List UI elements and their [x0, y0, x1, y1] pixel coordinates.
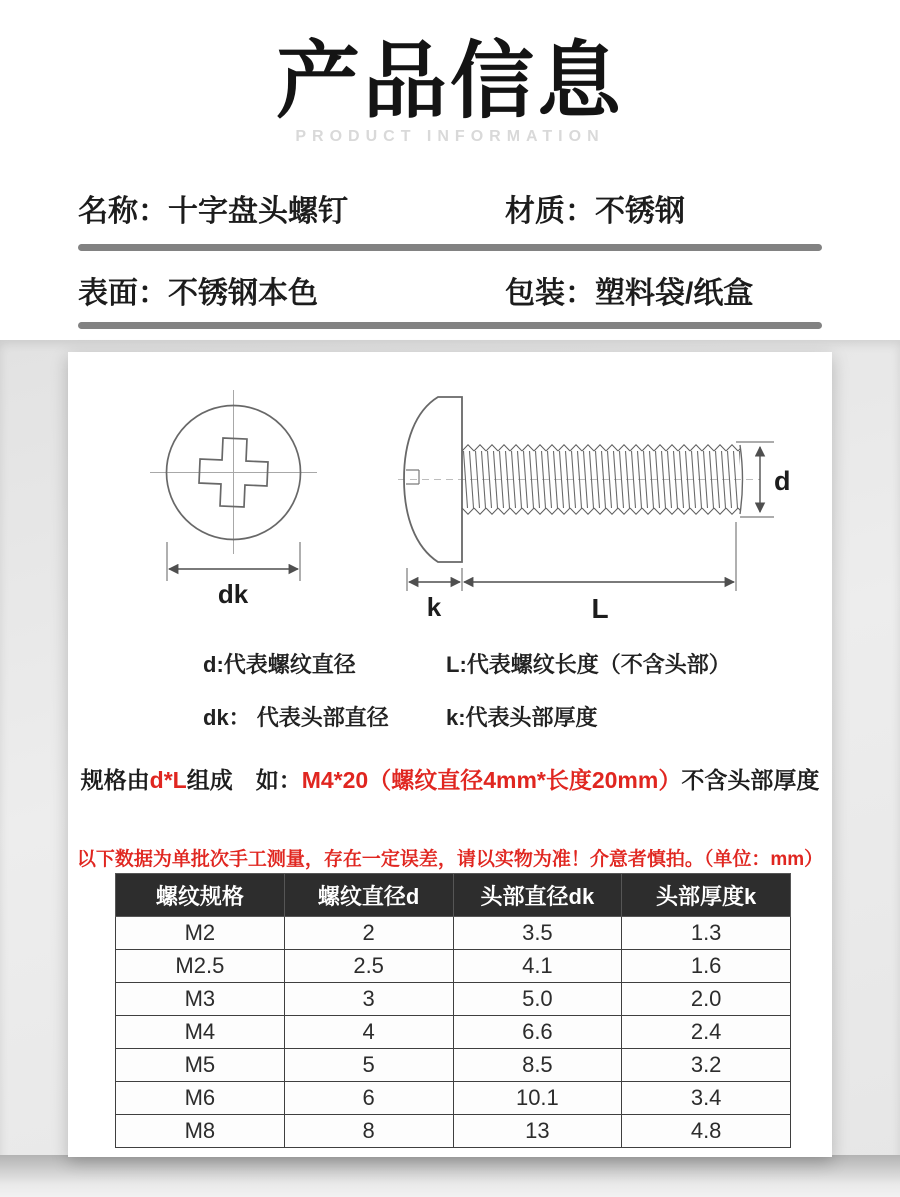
table-row: [116, 1082, 791, 1115]
page-title: 产品信息: [275, 34, 624, 128]
column-header: 头部直径dk: [453, 874, 622, 917]
table-cell: 2.4: [622, 1016, 791, 1049]
table-cell: 5.0: [453, 983, 622, 1016]
product-diagram-panel: [68, 352, 832, 1157]
page-subtitle: PRODUCT INFORMATION: [295, 128, 605, 146]
info-value: 不锈钢: [595, 195, 685, 228]
table-cell: 4.8: [622, 1115, 791, 1148]
table-cell: 4: [284, 1016, 453, 1049]
table-header-row: [116, 874, 791, 917]
spec-segment: 规格由: [80, 767, 150, 793]
info-value: 塑料袋/纸盒: [595, 277, 754, 310]
table-cell: M2: [116, 917, 285, 950]
framed-section-background: [0, 340, 900, 1197]
divider: [78, 244, 822, 251]
divider: [78, 322, 822, 329]
l-dimension: [464, 522, 736, 624]
info-item-surface: [78, 268, 505, 312]
table-row: [116, 917, 791, 950]
dk-dimension-label: dk: [217, 579, 249, 609]
spec-segment-highlight: M4*20（螺纹直径4mm*长度20mm）: [301, 767, 682, 793]
table-cell: 3.4: [622, 1082, 791, 1115]
table-cell: 6.6: [453, 1016, 622, 1049]
info-label: 表面：: [78, 277, 168, 310]
table-cell: 4.1: [453, 950, 622, 983]
table-cell: 8.5: [453, 1049, 622, 1082]
table-row: [116, 1016, 791, 1049]
spec-segment-highlight: d*L: [149, 767, 187, 793]
k-dimension: [407, 568, 462, 622]
table-cell: 13: [453, 1115, 622, 1148]
screw-side-view: [398, 397, 791, 624]
table-cell: M5: [116, 1049, 285, 1082]
spec-table: [115, 873, 791, 1148]
info-item-packaging: [505, 268, 753, 312]
info-item-name: [78, 186, 505, 230]
legend-item-d: d:代表螺纹直径: [203, 652, 356, 677]
column-header: 螺纹规格: [116, 874, 285, 917]
info-item-material: [505, 186, 685, 230]
column-header: 头部厚度k: [622, 874, 791, 917]
table-cell: 5: [284, 1049, 453, 1082]
bottom-shadow-gradient: [0, 1155, 900, 1197]
spec-format-line: [68, 762, 832, 795]
info-label: 材质：: [505, 195, 595, 228]
info-label: 名称：: [78, 195, 168, 228]
dimension-legend: [203, 652, 731, 730]
table-cell: 3.2: [622, 1049, 791, 1082]
table-cell: 6: [284, 1082, 453, 1115]
table-cell: M6: [116, 1082, 285, 1115]
table-cell: 8: [284, 1115, 453, 1148]
column-header: 螺纹直径d: [284, 874, 453, 917]
info-row: [78, 268, 822, 312]
table-cell: 1.6: [622, 950, 791, 983]
spec-segment: 不含头部厚度: [681, 767, 820, 793]
table-row: [116, 950, 791, 983]
k-dimension-label: k: [426, 592, 442, 622]
legend-item-L: L:代表螺纹长度（不含头部）: [446, 652, 731, 677]
table-cell: M4: [116, 1016, 285, 1049]
info-value: 十字盘头螺钉: [168, 195, 348, 228]
screw-diagram: [68, 354, 832, 654]
table-cell: M3: [116, 983, 285, 1016]
screw-top-view: [150, 390, 317, 609]
table-cell: 2: [284, 917, 453, 950]
info-value: 不锈钢本色: [168, 277, 318, 310]
d-dimension: [736, 442, 791, 517]
table-cell: 10.1: [453, 1082, 622, 1115]
table-cell: 1.3: [622, 917, 791, 950]
table-cell: M8: [116, 1115, 285, 1148]
spec-segment: 组成 如：: [186, 767, 302, 793]
measurement-note: 以下数据为单批次手工测量，存在一定误差，请以实物为准！介意者慎拍。（单位：mm）: [76, 849, 824, 870]
table-row: [116, 983, 791, 1016]
table-cell: M2.5: [116, 950, 285, 983]
table-cell: 2.5: [284, 950, 453, 983]
d-dimension-label: d: [774, 466, 791, 496]
page-header: [0, 34, 900, 146]
info-label: 包装：: [505, 277, 595, 310]
table-cell: 3: [284, 983, 453, 1016]
legend-item-dk: dk： 代表头部直径: [203, 705, 389, 730]
table-row: [116, 1115, 791, 1148]
info-row: [78, 186, 822, 230]
table-cell: 2.0: [622, 983, 791, 1016]
table-cell: 3.5: [453, 917, 622, 950]
l-dimension-label: L: [591, 593, 609, 624]
table-row: [116, 1049, 791, 1082]
legend-item-k: k:代表头部厚度: [446, 705, 598, 730]
